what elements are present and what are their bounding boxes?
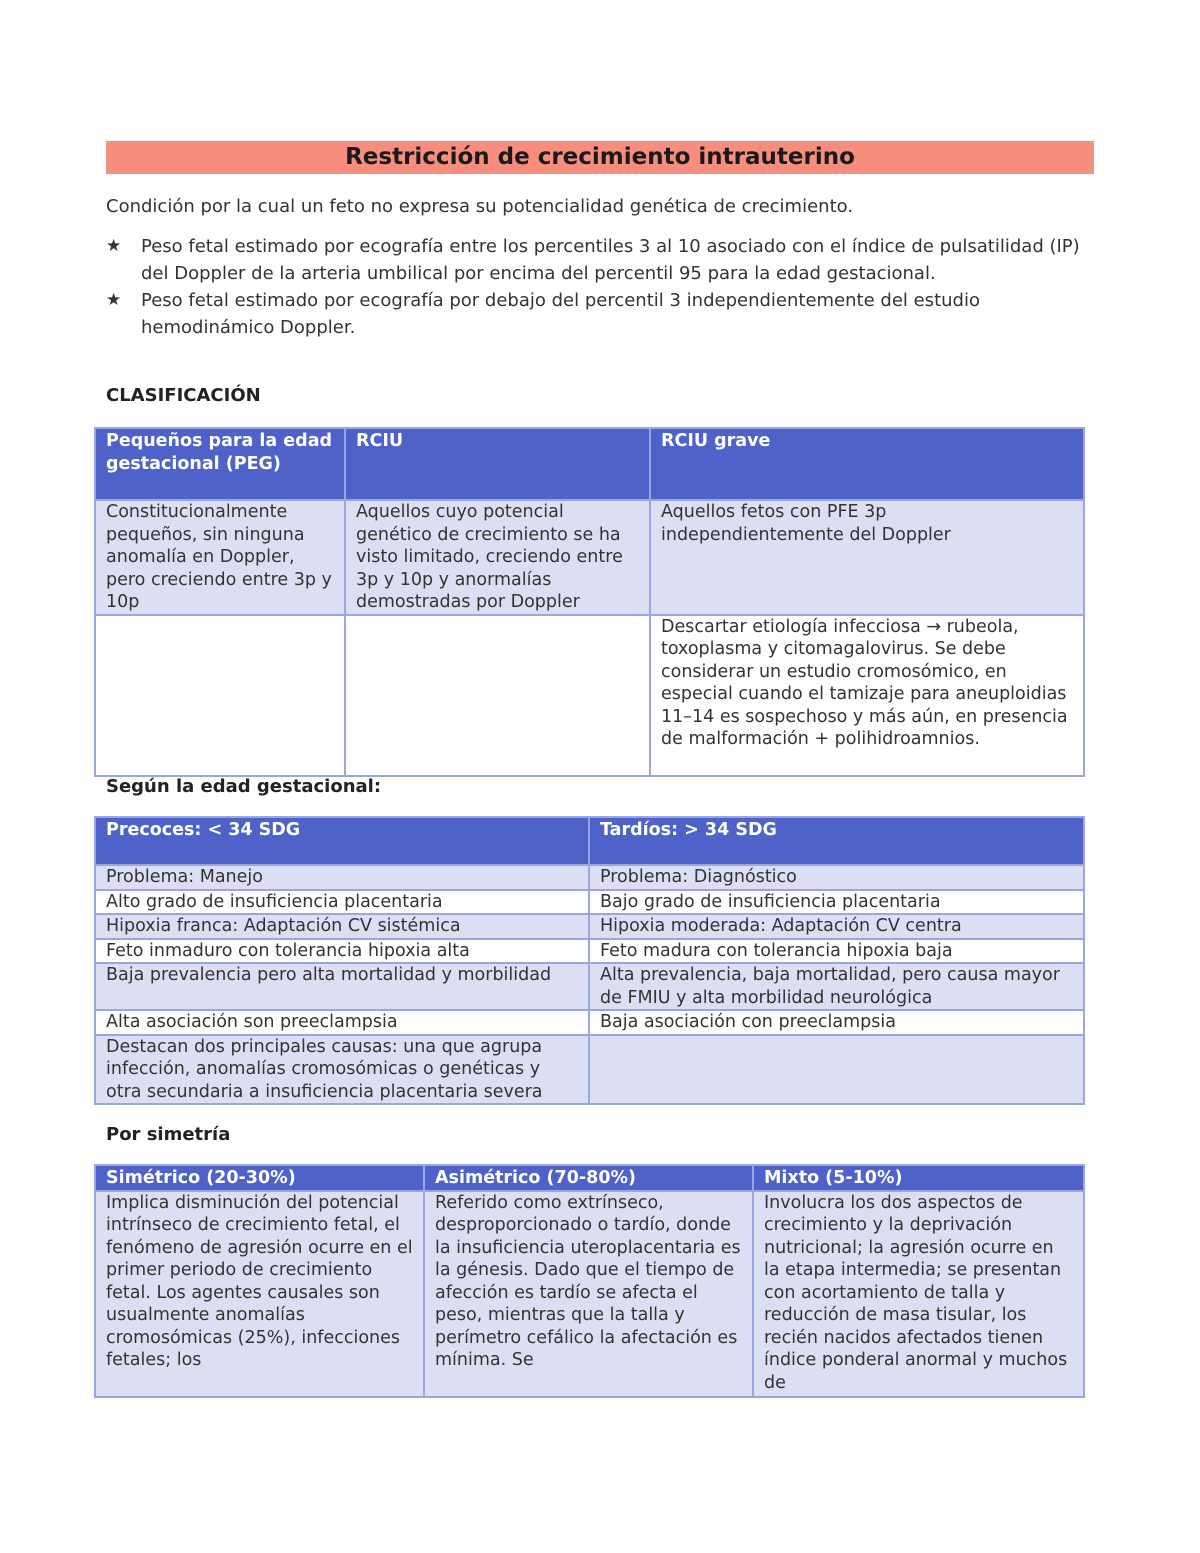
classification-table <box>94 427 1085 777</box>
table-cell: Feto inmaduro con tolerancia hipoxia alta <box>95 939 589 964</box>
table-cell: Hipoxia franca: Adaptación CV sistémica <box>95 914 589 939</box>
table-cell: Referido como extrínseco, desproporcionado o tardío, donde la insuficiencia uteroplacentaria es la génesis. Dado que el tiempo de afección es tardío se afecta el peso, mientras que la talla y perímetro cefálico la afectación es mínima. Se <box>424 1191 753 1397</box>
column-header: RCIU grave <box>650 428 1084 500</box>
column-header: Tardíos: > 34 SDG <box>589 817 1084 865</box>
list-item <box>106 287 1096 341</box>
table-cell: Feto madura con tolerancia hipoxia baja <box>589 939 1084 964</box>
table-cell: Aquellos cuyo potencial genético de crecimiento se ha visto limitado, creciendo entre 3p y 10p y anormalías demostradas por Doppler <box>345 500 650 615</box>
column-header: Precoces: < 34 SDG <box>95 817 589 865</box>
list-item-text: Peso fetal estimado por ecografía entre los percentiles 3 al 10 asociado con el índice de pulsatilidad (IP) del Doppler de la arteria umbilical por encima del percentil 95 para la edad gestacional. <box>141 236 1080 284</box>
column-header: Pequeños para la edad gestacional (PEG) <box>95 428 345 500</box>
table-cell: Alta asociación son preeclampsia <box>95 1010 589 1035</box>
column-header: RCIU <box>345 428 650 500</box>
document-title: Restricción de crecimiento intrauterino <box>106 141 1094 174</box>
table-row <box>95 963 1084 1010</box>
star-icon: ★ <box>106 290 122 310</box>
table-cell: Hipoxia moderada: Adaptación CV centra <box>589 914 1084 939</box>
table-cell: Baja prevalencia pero alta mortalidad y morbilidad <box>95 963 589 1010</box>
definition-list <box>106 233 1096 341</box>
list-item <box>106 233 1096 287</box>
table-cell: Descartar etiología infecciosa → rubeola, toxoplasma y citomagalovirus. Se debe considerar un estudio cromosómico, en especial cuando el tamizaje para aneuploidias 11–14 es sospechoso y más aún, en presencia de malformación + polihidroamnios. <box>650 615 1084 776</box>
table-row <box>95 1010 1084 1035</box>
classification-heading: CLASIFICACIÓN <box>106 385 261 406</box>
table-cell <box>589 1035 1084 1105</box>
gestational-age-heading: Según la edad gestacional: <box>106 776 382 797</box>
table-cell: Constitucionalmente pequeños, sin ninguna anomalía en Doppler, pero creciendo entre 3p y 10p <box>95 500 345 615</box>
star-icon: ★ <box>106 236 122 256</box>
table-row <box>95 1191 1084 1397</box>
symmetry-heading: Por simetría <box>106 1124 231 1145</box>
table-cell: Baja asociación con preeclampsia <box>589 1010 1084 1035</box>
table-row <box>95 890 1084 915</box>
table-cell <box>345 615 650 776</box>
column-header: Asimétrico (70-80%) <box>424 1165 753 1191</box>
gestational-age-table <box>94 816 1085 1105</box>
table-row <box>95 939 1084 964</box>
table-cell: Bajo grado de insuficiencia placentaria <box>589 890 1084 915</box>
column-header: Mixto (5-10%) <box>753 1165 1084 1191</box>
table-cell: Aquellos fetos con PFE 3p independientemente del Doppler <box>650 500 1084 615</box>
table-cell: Problema: Manejo <box>95 865 589 890</box>
table-cell: Alto grado de insuficiencia placentaria <box>95 890 589 915</box>
table-cell: Problema: Diagnóstico <box>589 865 1084 890</box>
table-row <box>95 1035 1084 1105</box>
intro-text: Condición por la cual un feto no expresa su potencialidad genética de crecimiento. <box>106 196 854 217</box>
table-cell: Involucra los dos aspectos de crecimiento y la deprivación nutricional; la agresión ocurre en la etapa intermedia; se presentan con acortamiento de talla y reducción de masa tisular, los recién nacidos afectados tienen índice ponderal anormal y muchos de <box>753 1191 1084 1397</box>
table-cell: Alta prevalencia, baja mortalidad, pero causa mayor de FMIU y alta morbilidad neurológica <box>589 963 1084 1010</box>
column-header: Simétrico (20-30%) <box>95 1165 424 1191</box>
table-cell: Implica disminución del potencial intrínseco de crecimiento fetal, el fenómeno de agresión ocurre en el primer periodo de crecimiento fetal. Los agentes causales son usualmente anomalías cromosómicas (25%), infecciones fetales; los <box>95 1191 424 1397</box>
table-row <box>95 865 1084 890</box>
symmetry-table <box>94 1164 1085 1398</box>
list-item-text: Peso fetal estimado por ecografía por debajo del percentil 3 independientemente del estudio hemodinámico Doppler. <box>141 290 980 338</box>
table-row <box>95 914 1084 939</box>
table-cell: Destacan dos principales causas: una que agrupa infección, anomalías cromosómicas o genéticas y otra secundaria a insuficiencia placentaria severa <box>95 1035 589 1105</box>
table-cell <box>95 615 345 776</box>
